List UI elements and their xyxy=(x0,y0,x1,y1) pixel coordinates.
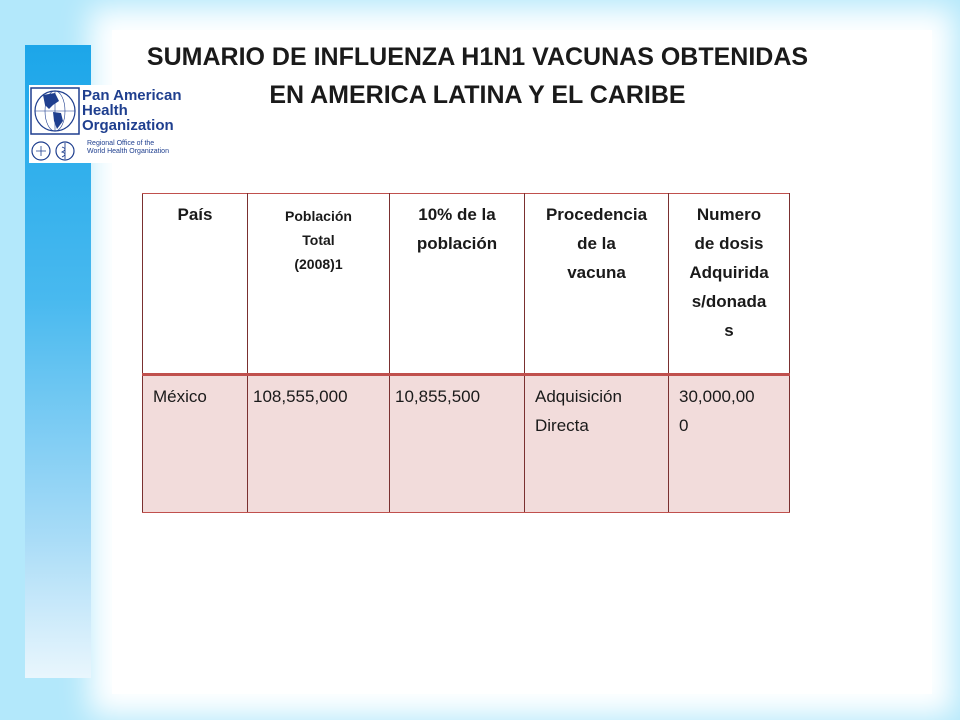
logo-sub-line-1: Regional Office of the xyxy=(87,140,155,147)
logo-name-line-2: Health xyxy=(82,102,128,119)
title-line-1: SUMARIO DE INFLUENZA H1N1 VACUNAS OBTENIDAS xyxy=(146,43,809,71)
cell-pais: México xyxy=(143,375,248,513)
header-pais: País xyxy=(143,194,248,375)
paho-logo xyxy=(29,85,200,163)
cell-poblacion: 108,555,000 xyxy=(248,375,390,513)
logo-sub-line-2: World Health Organization xyxy=(87,148,169,155)
table-header-row xyxy=(143,194,790,375)
logo-name-line-1: Pan American xyxy=(82,87,182,104)
table-row xyxy=(143,375,790,513)
header-procedencia: Procedencia de la vacuna xyxy=(525,194,669,375)
vaccine-summary-table xyxy=(142,193,790,513)
header-diez-por-ciento: 10% de la población xyxy=(390,194,525,375)
cell-numero-dosis: 30,000,00 0 xyxy=(669,375,790,513)
logo-wordmark xyxy=(82,88,182,133)
cell-procedencia: Adquisición Directa xyxy=(525,375,669,513)
slide-title xyxy=(115,38,840,114)
logo-subtitle xyxy=(87,140,169,156)
logo-name-line-3: Organization xyxy=(82,117,174,134)
title-line-2: EN AMERICA LATINA Y EL CARIBE xyxy=(269,81,686,109)
cell-diez-por-ciento: 10,855,500 xyxy=(390,375,525,513)
header-numero-dosis: Numero de dosis Adquirida s/donada s xyxy=(669,194,790,375)
header-poblacion-total: Población Total (2008)1 xyxy=(248,194,390,375)
